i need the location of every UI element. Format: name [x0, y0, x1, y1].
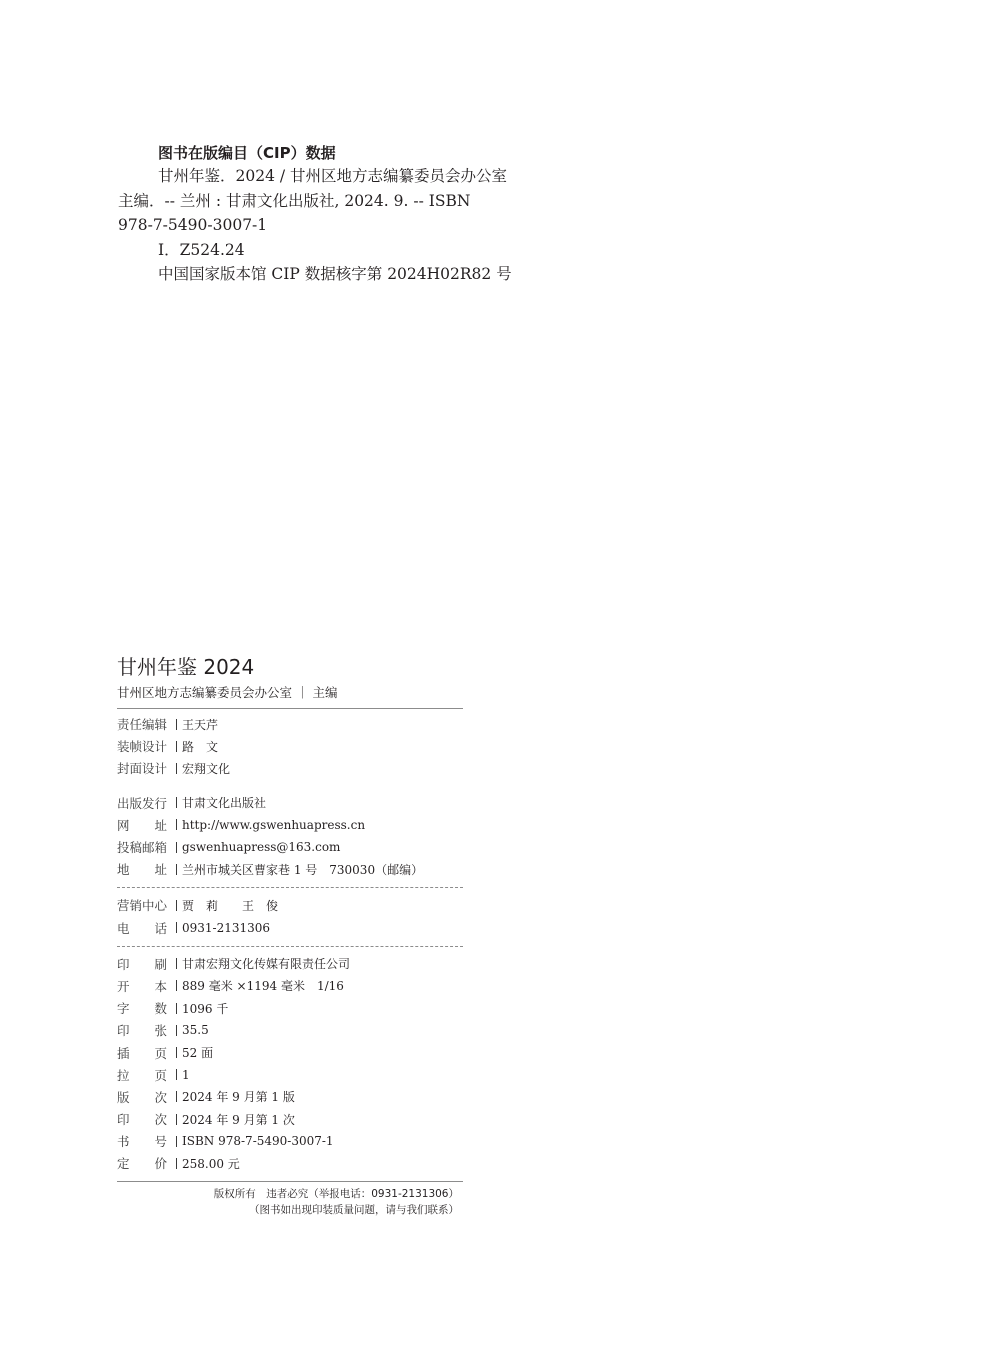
- spec-row: [117, 1064, 463, 1086]
- spec-row: [117, 1086, 463, 1108]
- row-label: 地 址: [117, 862, 168, 878]
- sales-row: [117, 917, 463, 939]
- row-value: 路 文: [182, 739, 219, 754]
- row-separator: [176, 1114, 177, 1125]
- row-separator: [176, 900, 177, 911]
- row-value: 宏翔文化: [182, 761, 231, 776]
- row-separator: [176, 980, 177, 991]
- cip-line-2: 主编．-- 兰州 : 甘肃文化出版社, 2024. 9. -- ISBN: [118, 191, 471, 210]
- website-link[interactable]: http://www.gswenhuapress.cn: [182, 817, 366, 832]
- row-label: 版 次: [117, 1089, 168, 1105]
- row-separator: [176, 1047, 177, 1058]
- row-label: 插 页: [117, 1045, 168, 1061]
- sales-row: [117, 894, 463, 916]
- spec-row: [117, 953, 463, 975]
- row-label: 字 数: [117, 1001, 168, 1017]
- copyright-line-1: 版权所有 违者必究（举报电话：0931-2131306）: [213, 1187, 459, 1200]
- spec-row: [117, 1108, 463, 1130]
- publisher-row: [117, 858, 463, 880]
- solid-divider: [117, 1181, 463, 1182]
- row-label: 电 话: [117, 920, 168, 936]
- row-label: 拉 页: [117, 1067, 168, 1083]
- row-value: ISBN 978-7-5490-3007-1: [182, 1134, 334, 1149]
- row-separator: [176, 842, 177, 853]
- row-value: 889 毫米 ×1194 毫米 1/16: [182, 979, 344, 994]
- cip-block: [118, 142, 558, 287]
- row-value: 2024 年 9 月第 1 次: [182, 1112, 295, 1127]
- row-label: 投稿邮箱: [117, 840, 168, 856]
- row-label: 书 号: [117, 1134, 168, 1150]
- credit-row: [117, 713, 463, 735]
- publisher-row: [117, 792, 463, 814]
- spec-row: [117, 1152, 463, 1174]
- email-link[interactable]: gswenhuapress@163.com: [182, 840, 341, 855]
- publisher-row: [117, 814, 463, 836]
- row-separator: [176, 1069, 177, 1080]
- book-editor: 甘州区地方志编纂委员会办公室 ｜ 主编: [117, 684, 463, 709]
- credit-row: [117, 757, 463, 779]
- spec-row: [117, 1019, 463, 1041]
- row-label: 封面设计: [117, 761, 168, 777]
- copyright-line-2: （图书如出现印装质量问题，请与我们联系）: [249, 1203, 459, 1216]
- row-value: 贾 莉 王 俊: [182, 898, 279, 913]
- row-separator: [176, 763, 177, 774]
- row-value: 兰州市城关区曹家巷 1 号 730030（邮编）: [182, 862, 424, 877]
- row-label: 网 址: [117, 817, 168, 833]
- dashed-divider: [117, 887, 463, 888]
- row-label: 印 刷: [117, 956, 168, 972]
- row-separator: [176, 719, 177, 730]
- row-value: 甘肃宏翔文化传媒有限责任公司: [182, 957, 351, 972]
- row-label: 印 次: [117, 1112, 168, 1128]
- row-separator: [176, 1025, 177, 1036]
- row-label: 装帧设计: [117, 739, 168, 755]
- publisher-group: [117, 792, 463, 881]
- spacer: [117, 780, 463, 792]
- cip-line-4: Ⅰ．Z524.24: [158, 240, 245, 259]
- row-value: 35.5: [182, 1023, 209, 1038]
- specs-group: [117, 953, 463, 1175]
- credits-group: [117, 713, 463, 780]
- row-value: 1096 千: [182, 1001, 229, 1016]
- row-separator: [176, 922, 177, 933]
- credit-row: [117, 735, 463, 757]
- spec-row: [117, 1130, 463, 1152]
- row-separator: [176, 1158, 177, 1169]
- book-title: 甘州年鉴 2024: [117, 655, 255, 679]
- row-label: 责任编辑: [117, 717, 168, 733]
- cip-heading: 图书在版编目（CIP）数据: [158, 144, 336, 162]
- spec-row: [117, 975, 463, 997]
- row-value: 52 面: [182, 1046, 214, 1061]
- row-label: 印 张: [117, 1023, 168, 1039]
- copyright-credits: [117, 654, 463, 1218]
- row-separator: [176, 1136, 177, 1147]
- spec-row: [117, 997, 463, 1019]
- row-value: 甘肃文化出版社: [182, 796, 267, 811]
- dashed-divider: [117, 946, 463, 947]
- row-separator: [176, 741, 177, 752]
- row-separator: [176, 864, 177, 875]
- cip-line-3: 978-7-5490-3007-1: [118, 216, 268, 234]
- row-separator: [176, 1091, 177, 1102]
- cip-line-1: 甘州年鉴．2024 / 甘州区地方志编纂委员会办公室: [158, 167, 508, 185]
- sales-group: [117, 894, 463, 938]
- publisher-row: [117, 836, 463, 858]
- row-label: 出版发行: [117, 795, 168, 811]
- copyright-notice: [117, 1186, 463, 1218]
- row-separator: [176, 819, 177, 830]
- row-value: 0931-2131306: [182, 920, 271, 935]
- spec-row: [117, 1041, 463, 1063]
- row-label: 定 价: [117, 1156, 168, 1172]
- row-value: 2024 年 9 月第 1 版: [182, 1090, 295, 1105]
- row-label: 开 本: [117, 978, 168, 994]
- row-value: 1: [182, 1067, 190, 1082]
- row-separator: [176, 958, 177, 969]
- row-value: 258.00 元: [182, 1156, 240, 1171]
- row-label: 营销中心: [117, 898, 168, 914]
- row-separator: [176, 1003, 177, 1014]
- row-value: 王天芹: [182, 717, 219, 732]
- cip-line-5: 中国国家版本馆 CIP 数据核字第 2024H02R82 号: [158, 265, 512, 283]
- row-separator: [176, 797, 177, 808]
